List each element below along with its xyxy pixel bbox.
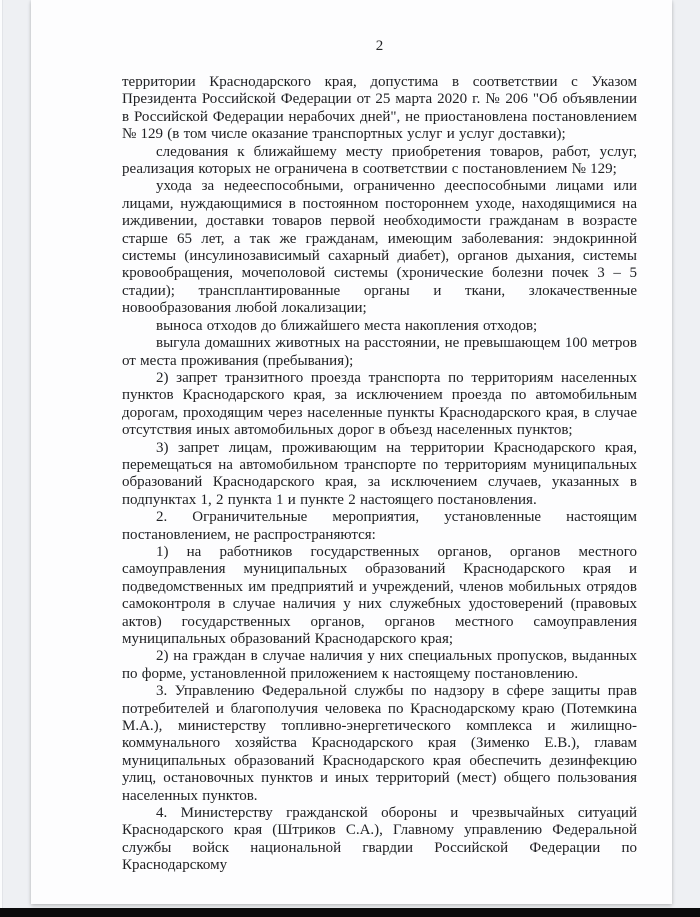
page-number: 2 [375, 38, 384, 54]
left-edge-highlight [0, 0, 3, 917]
paragraph: 2. Ограничительные мероприятия, установленные настоящим постановлением, не распространяются: [122, 509, 637, 543]
paragraph: ухода за недееспособными, ограниченно дееспособными лицами или лицами, нуждающимися в постоянном постороннем уходе, находящимися на иждивении, доставки товаров первой необходимости гражданам в возрасте старше 65 лет, а так же гражданам, имеющим заболевания: эндокринной системы (инсулинозависимый сахарный диабет), органов дыхания, системы кровообращения, мочеполовой системы (хронические болезни почек 3 – 5 стадии); трансплантированные органы и ткани, злокачественные новообразования любой локализации; [122, 178, 637, 317]
bottom-black-bar [0, 908, 700, 917]
paragraph: выноса отходов до ближайшего места накопления отходов; [156, 317, 538, 334]
paragraph: территории Краснодарского края, допустима в соответствии с Указом Президента Российской Федерации от 25 марта 2020 г. № 206 "Об объявлении в Российской Федерации нерабочих дней", не приостановлена постановлением № 129 (в том числе оказание транспортных услуг и услуг доставки); [122, 74, 637, 143]
document-body [122, 74, 637, 875]
paragraph: 4. Министерству гражданской обороны и чрезвычайных ситуаций Краснодарского края (Штриков С.А.), Главному управлению Федеральной службы войск национальной гвардии Российской Федерации по Краснодарскому [122, 805, 637, 874]
paragraph: 2) на граждан в случае наличия у них специальных пропусков, выданных по форме, установленной приложением к настоящему постановлению. [122, 648, 637, 682]
paragraph: 3) запрет лицам, проживающим на территории Краснодарского края, перемещаться на автомобильном транспорте по территориям муниципальных образований Краснодарского края, за исключением случаев, указанных в подпунктах 1, 2 пункта 1 и пункте 2 настоящего постановления. [122, 439, 637, 508]
paragraph: выгула домашних животных на расстоянии, не превышающем 100 метров от места проживания (пребывания); [122, 335, 637, 369]
paragraph: 2) запрет транзитного проезда транспорта по территориям населенных пунктов Краснодарского края, за исключением проезда по автомобильным дорогам, проходящим через населенные пункты Краснодарского края, в случае отсутствия иных автомобильных дорог в объезд населенных пунктов; [122, 369, 637, 439]
paragraph: 1) на работников государственных органов, органов местного самоуправления муниципальных образований Краснодарского края и подведомственных им предприятий и учреждений, членов мобильных отрядов самоконтроля в случае наличия у них служебных удостоверений (правовых актов) государственных органов, органов местного самоуправления муниципальных образований Краснодарского края; [122, 543, 637, 647]
document-sheet [31, 0, 672, 904]
paragraph: 3. Управлению Федеральной службы по надзору в сфере защиты прав потребителей и благополучия человека по Краснодарскому краю (Потемкина М.А.), министерству топливно-энергетического комплекса и жилищно-коммунального хозяйства Краснодарского края (Зименко Е.В.), главам муниципальных образований Краснодарского края обеспечить дезинфекцию улиц, остановочных пунктов и иных территорий (мест) общего пользования населенных пунктов. [122, 683, 637, 804]
paragraph: следования к ближайшему месту приобретения товаров, работ, услуг, реализация которых не ограничена в соответствии с постановлением № 129; [122, 143, 637, 178]
